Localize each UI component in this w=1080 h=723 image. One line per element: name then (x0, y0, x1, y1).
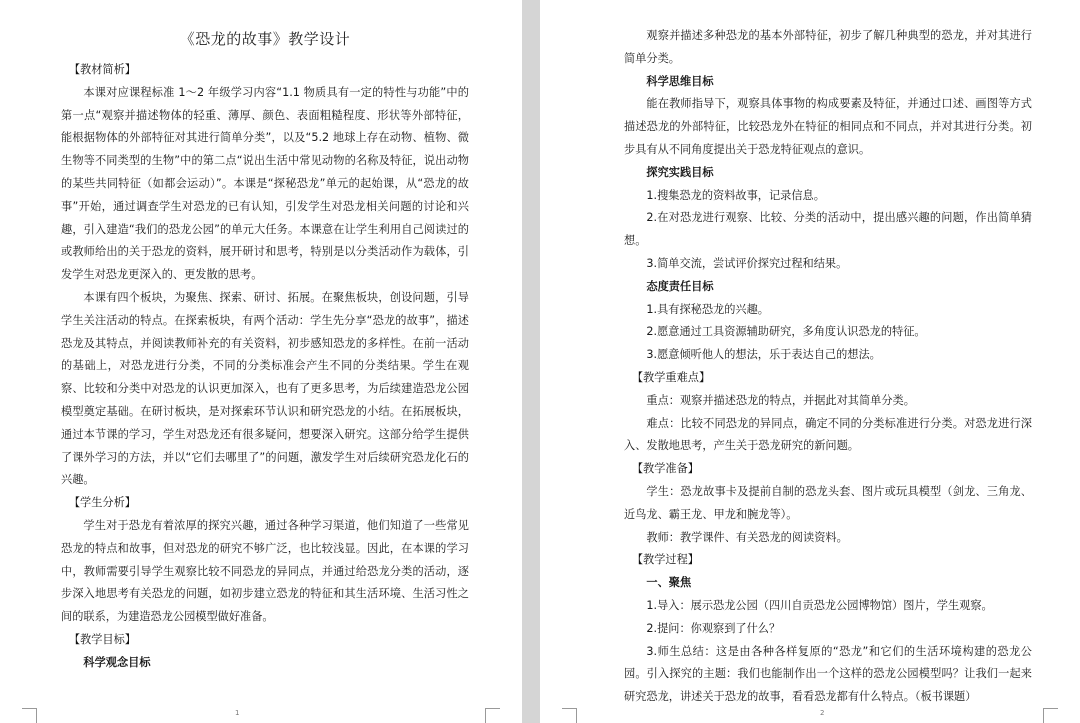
paragraph-thinking-goals: 能在教师指导下，观察具体事物的构成要素及特征，并通过口述、画图等方式描述恐龙的外部特征，比较恐龙外在特征的相同点和不同点，并对其进行分类。初步具有从不同角度提出关于恐龙特征观点的意识。 (624, 97, 1032, 156)
page-number: 2 (820, 709, 825, 717)
crop-mark (1043, 708, 1058, 723)
page-1-content (61, 24, 469, 675)
paragraph-concept-goals: 观察并描述多种恐龙的基本外部特征，初步了解几种典型的恐龙，并对其进行简单分类。 (624, 29, 1032, 65)
paragraph-key-point: 重点：观察并描述恐龙的特点，并据此对其简单分类。 (646, 393, 915, 407)
list-item-practice: 1.搜集恐龙的资料故事，记录信息。 (646, 188, 825, 202)
crop-mark (22, 708, 37, 723)
section-heading-textbook: 【教材简析】 (68, 63, 136, 76)
list-item-focus: 3.师生总结：这是由各种各样复原的“恐龙”和它们的生活环境构建的恐龙公园。引入探究的主题：我们也能制作出一个这样的恐龙公园模型吗？让我们一起来研究恐龙，讲述关于恐龙的故事，看看恐龙都有什么特点。（板书课题） (624, 644, 1032, 704)
subheading-attitude-goals: 态度责任目标 (646, 279, 714, 293)
section-heading-goals: 【教学目标】 (68, 632, 136, 646)
list-item-attitude: 2.愿意通过工具资源辅助研究，多角度认识恐龙的特征。 (646, 325, 926, 339)
paragraph-difficulty: 难点：比较不同恐龙的异同点，确定不同的分类标准进行分类。对恐龙进行深入、发散地思考，产生关于恐龙研究的新问题。 (624, 416, 1032, 453)
page-2-content (624, 25, 1032, 709)
subheading-concept-goals: 科学观念目标 (83, 655, 151, 669)
list-item-attitude: 1.具有探秘恐龙的兴趣。 (646, 302, 769, 316)
paragraph-prep-teacher: 教师：教学课件、有关恐龙的阅读资料。 (646, 530, 848, 544)
list-item-practice: 3.简单交流，尝试评价探究过程和结果。 (646, 256, 848, 270)
document-page-1 (0, 0, 522, 723)
subheading-thinking-goals: 科学思维目标 (646, 74, 714, 88)
list-item-focus: 2.提问：你观察到了什么？ (646, 621, 781, 635)
section-heading-students: 【学生分析】 (68, 496, 136, 510)
section-heading-preparation: 【教学准备】 (631, 462, 699, 476)
subheading-focus: 一、聚焦 (646, 576, 692, 590)
list-item-practice: 2.在对恐龙进行观察、比较、分类的活动中，提出感兴趣的问题，作出简单猜想。 (624, 211, 1032, 248)
crop-mark (562, 708, 577, 723)
section-heading-process: 【教学过程】 (631, 553, 699, 567)
page-gap (522, 0, 540, 723)
paragraph-students: 学生对于恐龙有着浓厚的探究兴趣，通过各种学习渠道，他们知道了一些常见恐龙的特点和故事，但对恐龙的研究不够广泛，也比较浅显。因此，在本课的学习中，教师需要引导学生观察比较不同恐龙的异同点，并通过给恐龙分类的活动，逐步深入地思考有关恐龙的问题，如初步建立恐龙的特征和其生活环境、生活习性之间的联系，为建造恐龙公园模型做好准备。 (61, 518, 469, 624)
paragraph-prep-student: 学生：恐龙故事卡及提前自制的恐龙头套、图片或玩具模型（剑龙、三角龙、近鸟龙、霸王龙、甲龙和腕龙等）。 (624, 484, 1032, 521)
document-title: 《恐龙的故事》教学设计 (179, 30, 351, 48)
crop-mark (485, 708, 500, 723)
paragraph-textbook-2: 本课有四个板块，为聚焦、探索、研讨、拓展。在聚焦板块，创设问题，引导学生关注活动的特点。在探索板块，有两个活动：学生先分享“恐龙的故事”，描述恐龙及其特点，并阅读教师补充的有关资料，初步感知恐龙的多样性。在前一活动的基础上，对恐龙进行分类，不同的分类标准会产生不同的分类结果。学生在观察、比较和分类中对恐龙的认识更加深入，也有了更多思考，为后续建造恐龙公园模型奠定基础。在研讨板块，是对探索环节认识和研究恐龙的小结。在拓展板块，通过本节课的学习，学生对恐龙还有很多疑问，想要深入研究。这部分给学生提供了课外学习的方法，并以“它们去哪里了”的问题，激发学生对后续研究恐龙化石的兴趣。 (61, 290, 469, 487)
document-page-2 (540, 0, 1080, 723)
list-item-focus: 1.导入：展示恐龙公园（四川自贡恐龙公园博物馆）图片，学生观察。 (646, 598, 993, 612)
subheading-practice-goals: 探究实践目标 (646, 165, 714, 179)
paragraph-textbook-1: 本课对应课程标准 1～2 年级学习内容“1.1 物质具有一定的特性与功能”中的第一点“观察并描述物体的轻重、薄厚、颜色、表面粗糙程度、形状等外部特征，能根据物体的外部特征对其进行简单分类”，以及“5.2 地球上存在动物、植物、微生物等不同类型的生物”中的第二点“说出生活中常见动物的名称及特征，说出动物的某些共同特征（如都会运动）”。本课是“探秘恐龙”单元的起始课，从“恐龙的故事”开始，通过调查学生对恐龙的已有认知，引发学生对恐龙相关问题的讨论和兴趣，引入建造“我们的恐龙公园”的单元大任务。本课意在让学生利用自己阅读过的或教师给出的关于恐龙的资料，展开研讨和思考，特别是以分类活动作为载体，引发学生对恐龙更深入的、更发散的思考。 (61, 85, 469, 282)
page-number: 1 (235, 709, 240, 717)
list-item-attitude: 3.愿意倾听他人的想法，乐于表达自己的想法。 (646, 348, 881, 362)
section-heading-keypoints: 【教学重难点】 (631, 370, 711, 384)
